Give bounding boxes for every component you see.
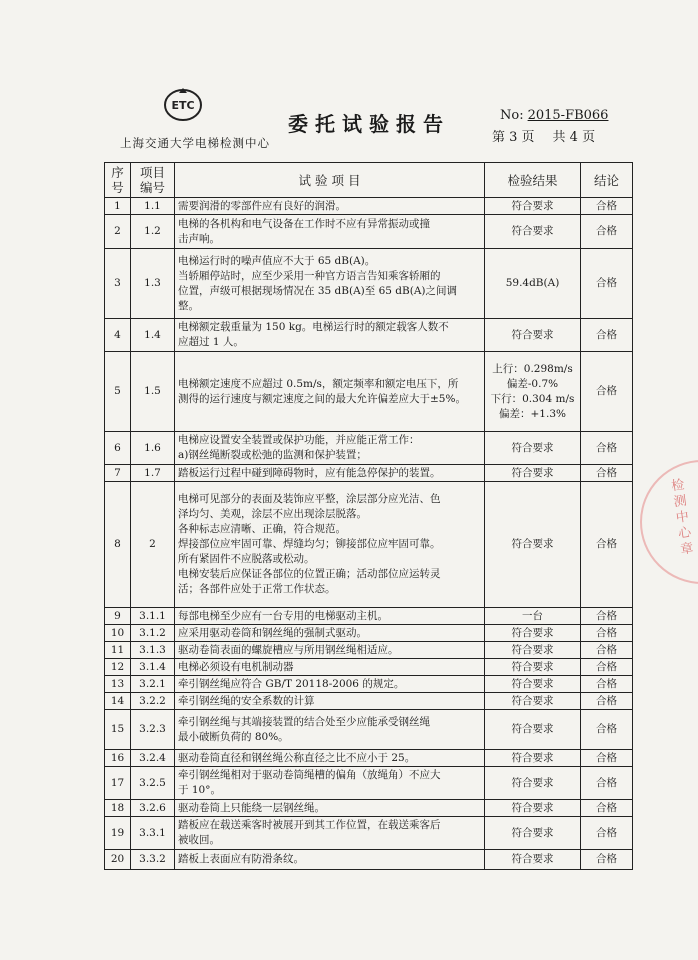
cell-item [175, 215, 485, 249]
cell-code: 1.5 [131, 352, 175, 432]
result-line: 偏差：+1.3% [499, 407, 566, 420]
cell-result [485, 432, 581, 465]
item-line: 位置，声级可根据现场情况在 35 dB(A)至 65 dB(A)之间调 [178, 284, 457, 297]
item-line: 电梯额定载重量为 150 kg。电梯运行时的额定载客人数不 [178, 321, 449, 333]
cell-seq: 12 [105, 659, 131, 676]
cell-result [485, 465, 581, 482]
result-line: 符合要求 [511, 538, 554, 550]
cell-conclusion: 合格 [581, 625, 633, 642]
cell-seq: 8 [105, 482, 131, 608]
item-line: 驱动卷筒直径和钢丝绳公称直径之比不应小于 25。 [178, 751, 416, 764]
item-line: 驱动卷筒表面的螺旋槽应与所用钢丝绳相适应。 [178, 643, 399, 656]
cell-result [485, 215, 581, 249]
table-row [105, 465, 633, 482]
table-row [105, 767, 633, 800]
cell-seq: 7 [105, 465, 131, 482]
cell-conclusion: 合格 [581, 432, 633, 465]
cell-seq: 2 [105, 215, 131, 249]
cell-item [175, 465, 485, 482]
result-line: 符合要求 [511, 643, 554, 656]
cell-seq: 5 [105, 352, 131, 432]
cell-result [485, 767, 581, 800]
cell-result [485, 249, 581, 319]
item-line: 牵引钢丝绳应符合 GB/T 20118-2006 的规定。 [178, 677, 405, 690]
cell-item [175, 198, 485, 215]
item-line: 踏板应在载送乘客时被展开到其工作位置，在载送乘客后 [178, 819, 441, 831]
cell-item [175, 432, 485, 465]
table-row [105, 319, 633, 352]
header-code: 项目 编号 [131, 163, 175, 198]
cell-result [485, 800, 581, 817]
item-line: 各种标志应清晰、正确，符合规范。 [178, 523, 346, 535]
logo-text: ETC [171, 99, 195, 112]
cell-code: 1.3 [131, 249, 175, 319]
cell-item [175, 676, 485, 693]
cell-item [175, 817, 485, 850]
report-title: 委托试验报告 [288, 112, 450, 136]
cell-seq: 13 [105, 676, 131, 693]
cell-item [175, 850, 485, 870]
cell-conclusion: 合格 [581, 750, 633, 767]
item-line: 电梯可见部分的表面及装饰应平整，涂层部分应光洁、色 [178, 493, 441, 505]
item-line: 牵引钢丝绳相对于驱动卷筒绳槽的偏角（放绳角）不应大 [178, 769, 441, 781]
header-seq: 序 号 [105, 163, 131, 198]
cell-code: 3.2.2 [131, 693, 175, 710]
cell-conclusion: 合格 [581, 482, 633, 608]
result-line: 符合要求 [511, 225, 554, 237]
result-line: 符合要求 [511, 776, 554, 789]
cell-conclusion: 合格 [581, 693, 633, 710]
stamp-text: 检测中心章 [670, 477, 695, 558]
cell-seq: 20 [105, 850, 131, 870]
cell-item [175, 800, 485, 817]
item-line: 电梯的各机构和电气设备在工作时不应有异常振动或撞 [178, 217, 430, 230]
cell-item [175, 710, 485, 750]
table-row [105, 817, 633, 850]
item-line: 驱动卷筒上只能绕一层钢丝绳。 [178, 801, 325, 814]
cell-result [485, 750, 581, 767]
table-row [105, 750, 633, 767]
cell-code: 1.7 [131, 465, 175, 482]
cell-seq: 18 [105, 800, 131, 817]
table-row [105, 676, 633, 693]
item-line: 测得的运行速度与额定速度之间的最大允许偏差应大于±5%。 [178, 392, 466, 405]
cell-item [175, 659, 485, 676]
table-row [105, 625, 633, 642]
result-line: 符合要求 [511, 801, 554, 814]
cell-seq: 1 [105, 198, 131, 215]
cell-code: 3.2.6 [131, 800, 175, 817]
header-item: 试 验 项 目 [175, 163, 485, 198]
item-line: 于 10°。 [178, 784, 221, 796]
result-line: 符合要求 [511, 441, 554, 454]
cell-conclusion: 合格 [581, 249, 633, 319]
table-row [105, 215, 633, 249]
table-row [105, 432, 633, 465]
cell-item [175, 482, 485, 608]
item-line: 当轿厢停站时，应至少采用一种官方语言告知乘客轿厢的 [178, 269, 441, 282]
item-line: a)钢丝绳断裂或松弛的监测和保护装置； [178, 449, 367, 461]
result-line: 符合要求 [511, 660, 554, 673]
cell-item [175, 767, 485, 800]
cell-conclusion: 合格 [581, 319, 633, 352]
table-row [105, 608, 633, 625]
cell-code: 1.4 [131, 319, 175, 352]
result-line: 符合要求 [511, 826, 554, 839]
cell-conclusion: 合格 [581, 710, 633, 750]
item-line: 应采用驱动卷筒和钢丝绳的强制式驱动。 [178, 626, 367, 639]
cell-item [175, 249, 485, 319]
table-row [105, 693, 633, 710]
cell-code: 3.3.2 [131, 850, 175, 870]
item-line: 活；各部件应处于正常工作状态。 [178, 583, 336, 595]
cell-conclusion: 合格 [581, 465, 633, 482]
cell-seq: 4 [105, 319, 131, 352]
cell-code: 1.6 [131, 432, 175, 465]
item-line: 需要润滑的零部件应有良好的润滑。 [178, 199, 346, 212]
cell-code: 3.1.3 [131, 642, 175, 659]
result-line: 一台 [522, 609, 543, 622]
cell-conclusion: 合格 [581, 676, 633, 693]
cell-seq: 19 [105, 817, 131, 850]
cell-conclusion: 合格 [581, 767, 633, 800]
table-row [105, 800, 633, 817]
cell-code: 2 [131, 482, 175, 608]
test-results-table [104, 162, 633, 870]
cell-code: 1.1 [131, 198, 175, 215]
table-row [105, 352, 633, 432]
header-result: 检验结果 [485, 163, 581, 198]
cell-result [485, 198, 581, 215]
report-number-label: No: [500, 108, 524, 123]
cell-result [485, 352, 581, 432]
item-line: 所有紧固件不应脱落或松动。 [178, 553, 315, 565]
result-line: 符合要求 [511, 626, 554, 639]
item-line: 电梯安装后应保证各部位的位置正确；活动部位应运转灵 [178, 568, 441, 580]
table-row [105, 482, 633, 608]
result-line: 偏差-0.7% [506, 377, 559, 390]
cell-result [485, 676, 581, 693]
item-line: 最小破断负荷的 80%。 [178, 730, 289, 743]
result-line: 符合要求 [511, 466, 554, 479]
table-row [105, 850, 633, 870]
item-line: 每部电梯至少应有一台专用的电梯驱动主机。 [178, 609, 388, 622]
cell-conclusion: 合格 [581, 352, 633, 432]
item-line: 电梯运行时的噪声值应不大于 65 dB(A)。 [178, 254, 376, 267]
item-line: 牵引钢丝绳的安全系数的计算 [178, 694, 315, 707]
cell-seq: 17 [105, 767, 131, 800]
cell-code: 3.1.2 [131, 625, 175, 642]
table-row [105, 198, 633, 215]
cell-conclusion: 合格 [581, 850, 633, 870]
item-line: 焊接部位应牢固可靠、焊缝均匀；铆接部位应牢固可靠。 [178, 538, 441, 550]
cell-item [175, 608, 485, 625]
cell-item [175, 750, 485, 767]
result-line: 上行：0.298m/s [492, 362, 573, 375]
cell-seq: 3 [105, 249, 131, 319]
item-line: 电梯必须设有电机制动器 [178, 660, 294, 673]
cell-seq: 16 [105, 750, 131, 767]
cell-seq: 10 [105, 625, 131, 642]
cell-seq: 9 [105, 608, 131, 625]
cell-conclusion: 合格 [581, 608, 633, 625]
cell-result [485, 693, 581, 710]
page-indicator [492, 126, 595, 145]
item-line: 应超过 1 人。 [178, 336, 244, 348]
cell-conclusion: 合格 [581, 215, 633, 249]
current-page: 第 3 页 [492, 130, 535, 145]
table-row [105, 710, 633, 750]
item-line: 牵引钢丝绳与其端接装置的结合处至少应能承受钢丝绳 [178, 715, 430, 728]
etc-logo-icon [163, 86, 203, 122]
cell-seq: 6 [105, 432, 131, 465]
item-line: 击声响。 [178, 232, 220, 245]
table-header-row [105, 163, 633, 198]
cell-code: 3.3.1 [131, 817, 175, 850]
result-line: 下行：0.304 m/s [490, 392, 575, 405]
test-results-table-wrapper [104, 162, 633, 870]
cell-result [485, 850, 581, 870]
report-number [500, 108, 608, 123]
cell-conclusion: 合格 [581, 659, 633, 676]
result-line: 符合要求 [511, 677, 554, 690]
cell-item [175, 642, 485, 659]
cell-result [485, 710, 581, 750]
cell-result [485, 625, 581, 642]
cell-result [485, 817, 581, 850]
header-conclusion: 结论 [581, 163, 633, 198]
item-line: 电梯应设置安全装置或保护功能，并应能正常工作： [178, 434, 420, 446]
cell-conclusion: 合格 [581, 642, 633, 659]
cell-code: 1.2 [131, 215, 175, 249]
result-line: 59.4dB(A) [505, 277, 560, 289]
cell-result [485, 608, 581, 625]
cell-conclusion: 合格 [581, 817, 633, 850]
cell-code: 3.2.1 [131, 676, 175, 693]
cell-result [485, 319, 581, 352]
cell-code: 3.1.1 [131, 608, 175, 625]
table-row [105, 659, 633, 676]
cell-seq: 11 [105, 642, 131, 659]
result-line: 符合要求 [511, 199, 554, 212]
cell-item [175, 625, 485, 642]
item-line: 泽均匀、美观，涂层不应出现涂层脱落。 [178, 508, 367, 520]
item-line: 踏板上表面应有防滑条纹。 [178, 853, 304, 865]
cell-code: 3.2.3 [131, 710, 175, 750]
cell-item [175, 352, 485, 432]
cell-result [485, 642, 581, 659]
item-line: 踏板运行过程中碰到障碍物时，应有能急停保护的装置。 [178, 466, 441, 479]
result-line: 符合要求 [511, 694, 554, 707]
item-line: 整。 [178, 299, 199, 312]
item-line: 电梯额定速度不应超过 0.5m/s，额定频率和额定电压下，所 [178, 377, 459, 390]
report-number-value: 2015-FB066 [527, 108, 609, 123]
total-pages: 共 4 页 [552, 130, 596, 145]
cell-code: 3.2.5 [131, 767, 175, 800]
cell-result [485, 482, 581, 608]
result-line: 符合要求 [511, 853, 554, 865]
cell-conclusion: 合格 [581, 198, 633, 215]
cell-code: 3.1.4 [131, 659, 175, 676]
item-line: 被收回。 [178, 834, 220, 846]
cell-seq: 14 [105, 693, 131, 710]
cell-seq: 15 [105, 710, 131, 750]
result-line: 符合要求 [511, 723, 554, 735]
cell-item [175, 319, 485, 352]
table-row [105, 249, 633, 319]
result-line: 符合要求 [511, 751, 554, 764]
result-line: 符合要求 [511, 328, 554, 341]
cell-result [485, 659, 581, 676]
organization-name: 上海交通大学电梯检测中心 [120, 136, 270, 150]
cell-item [175, 693, 485, 710]
cell-conclusion: 合格 [581, 800, 633, 817]
table-row [105, 642, 633, 659]
cell-code: 3.2.4 [131, 750, 175, 767]
